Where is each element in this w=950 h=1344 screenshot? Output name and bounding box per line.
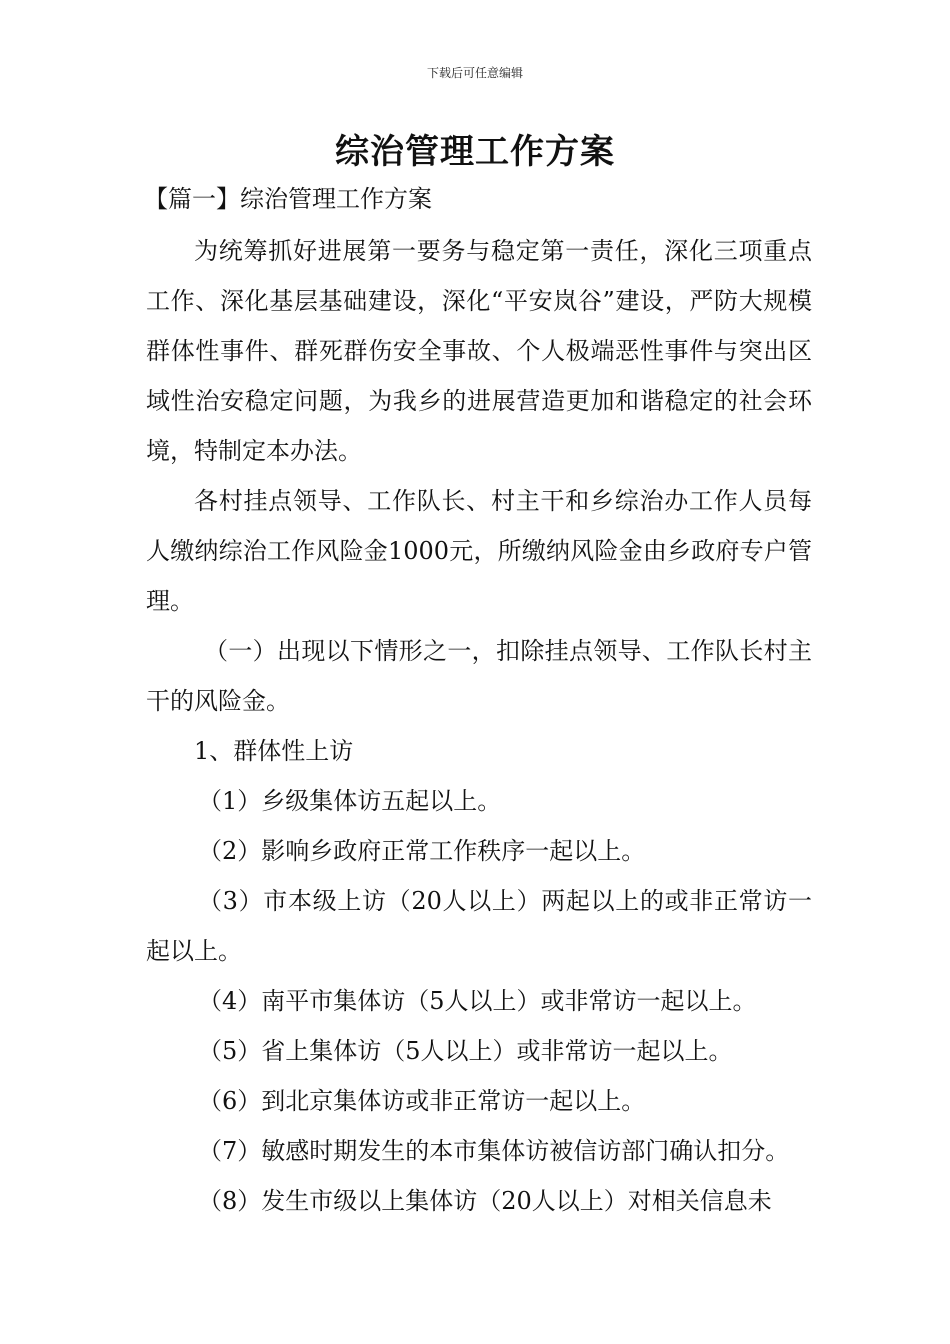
subclause-heading: 1、群体性上访	[194, 737, 354, 765]
document-title: 综治管理工作方案	[335, 132, 615, 172]
list-item: （7）敏感时期发生的本市集体访被信访部门确认扣分。	[198, 1137, 790, 1165]
page-header-note: 下载后可任意编辑	[426, 66, 523, 80]
document-body	[146, 226, 812, 1226]
list-item: （6）到北京集体访或非正常访一起以上。	[198, 1087, 646, 1115]
list-item: （1）乡级集体访五起以上。	[198, 787, 502, 815]
body-paragraph: 各村挂点领导、工作队长、村主干和乡综治办工作人员每人缴纳综治工作风险金1000元，所缴纳风险金由乡政府专户管理。	[146, 487, 812, 615]
list-item: （4）南平市集体访（5人以上）或非常访一起以上。	[198, 987, 757, 1015]
clause-heading: （一）出现以下情形之一，扣除挂点领导、工作队长村主干的风险金。	[146, 637, 812, 715]
list-item: （5）省上集体访（5人以上）或非常访一起以上。	[198, 1037, 733, 1065]
list-item: （3）市本级上访（20人以上）两起以上的或非正常访一起以上。	[146, 887, 812, 965]
body-paragraph: 为统筹抓好进展第一要务与稳定第一责任，深化三项重点工作、深化基层基础建设，深化“平安岚谷”建设，严防大规模群体性事件、群死群伤安全事故、个人极端恶性事件与突出区域性治安稳定问题，为我乡的进展营造更加和谐稳定的社会环境，特制定本办法。	[146, 237, 812, 465]
list-item: （8）发生市级以上集体访（20人以上）对相关信息未	[198, 1187, 772, 1215]
section-heading: 【篇一】综治管理工作方案	[144, 185, 432, 213]
list-item: （2）影响乡政府正常工作秩序一起以上。	[198, 837, 646, 865]
